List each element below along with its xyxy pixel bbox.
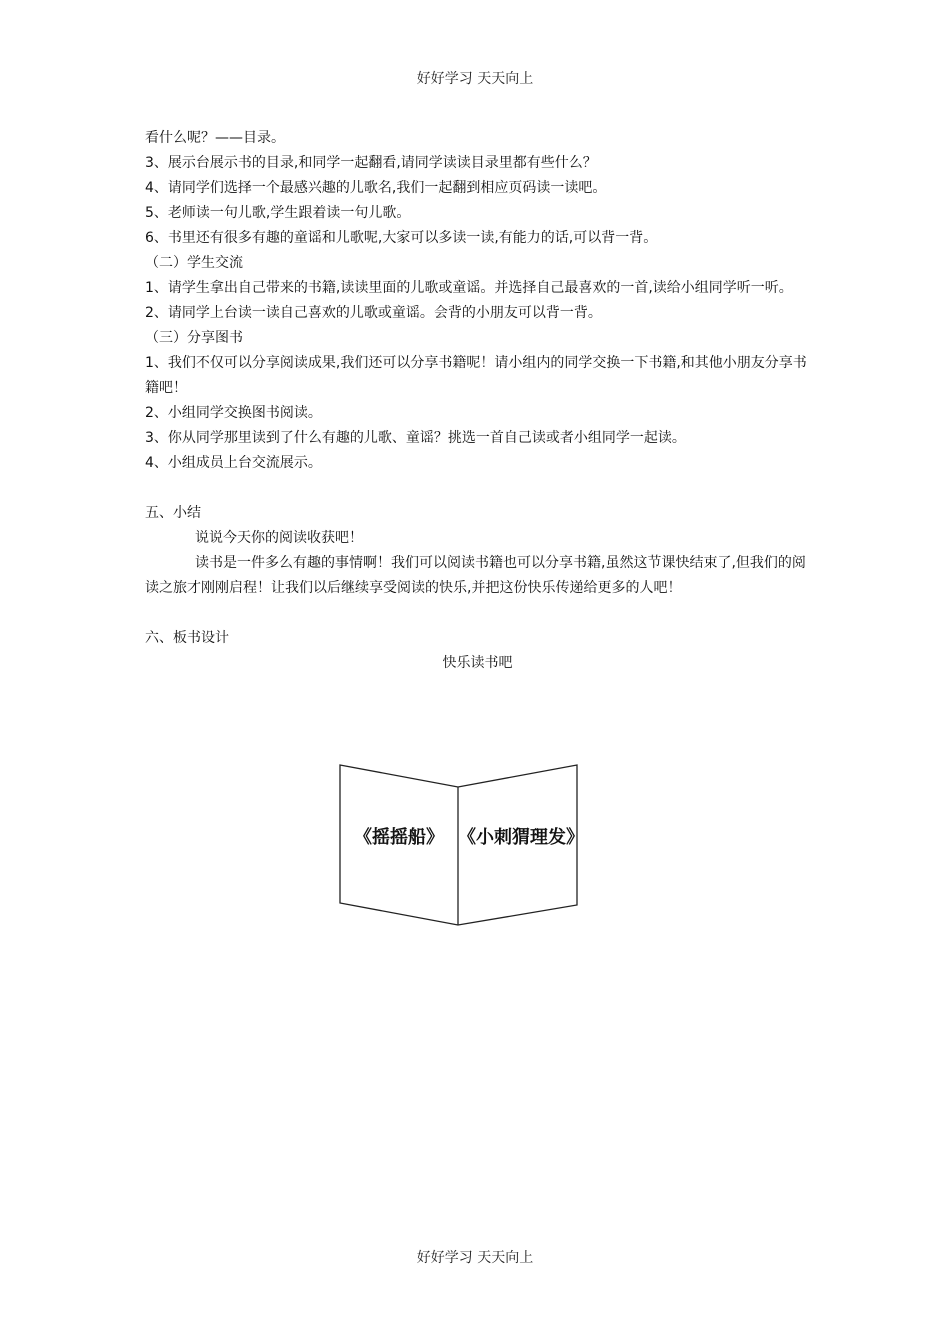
section-heading-share: （三）分享图书 xyxy=(145,330,243,346)
text-line: 2、小组同学交换图书阅读。 xyxy=(145,405,322,421)
text-line: 3、你从同学那里读到了什么有趣的儿歌、童谣？挑选一首自己读或者小组同学一起读。 xyxy=(145,430,686,446)
text-line: 1、我们不仅可以分享阅读成果,我们还可以分享书籍呢！请小组内的同学交换一下书籍,和其他小朋友分享书籍吧！ xyxy=(145,355,807,396)
right-book-title: 《小刺猬理发》 xyxy=(458,827,584,848)
text-line: 看什么呢？——目录。 xyxy=(145,130,285,146)
board-title: 快乐读书吧 xyxy=(442,655,513,671)
summary-paragraph-2: 读书是一件多么有趣的事情啊！我们可以阅读书籍也可以分享书籍,虽然这节课快结束了,但我们的阅读之旅才刚刚启程！让我们以后继续享受阅读的快乐,并把这份快乐传递给更多的人吧！ xyxy=(145,555,806,596)
left-book-title: 《摇摇船》 xyxy=(354,827,444,848)
open-book-diagram xyxy=(330,755,590,935)
page-header: 好好学习 天天向上 xyxy=(416,71,534,87)
page-footer: 好好学习 天天向上 xyxy=(416,1250,534,1266)
text-line: 4、请同学们选择一个最感兴趣的儿歌名,我们一起翻到相应页码读一读吧。 xyxy=(145,180,607,196)
text-line: 5、老师读一句儿歌,学生跟着读一句儿歌。 xyxy=(145,205,411,221)
text-line: 1、请学生拿出自己带来的书籍,读读里面的儿歌或童谣。并选择自己最喜欢的一首,读给小组同学听一听。 xyxy=(145,280,793,296)
text-line: 3、展示台展示书的目录,和同学一起翻看,请同学读读目录里都有些什么？ xyxy=(145,155,597,171)
document-body xyxy=(145,126,810,676)
text-line: 6、书里还有很多有趣的童谣和儿歌呢,大家可以多读一读,有能力的话,可以背一背。 xyxy=(145,230,658,246)
section-heading-exchange: （二）学生交流 xyxy=(145,255,243,271)
summary-paragraph-1: 说说今天你的阅读收获吧！ xyxy=(195,530,363,546)
text-line: 4、小组成员上台交流展示。 xyxy=(145,455,322,471)
board-heading: 六、板书设计 xyxy=(145,630,229,646)
summary-heading: 五、小结 xyxy=(145,505,201,521)
text-line: 2、请同学上台读一读自己喜欢的儿歌或童谣。会背的小朋友可以背一背。 xyxy=(145,305,602,321)
